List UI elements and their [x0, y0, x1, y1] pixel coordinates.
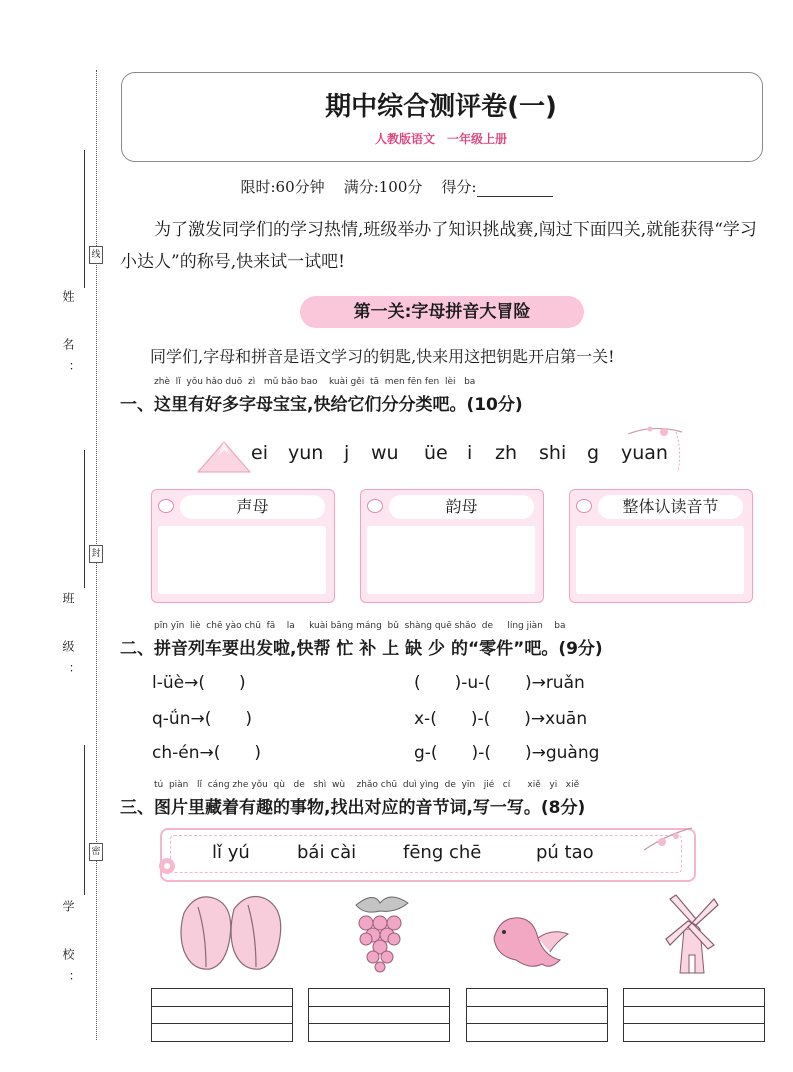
category-title: 声母 — [180, 495, 325, 519]
windmill-picture — [664, 893, 720, 975]
letter: üe — [424, 442, 448, 464]
answer-box[interactable] — [308, 988, 450, 1042]
carp-picture — [490, 908, 572, 974]
word: lǐ yú — [212, 842, 250, 863]
bunny-icon — [367, 499, 383, 513]
answer-box[interactable] — [623, 988, 765, 1042]
cabbage-picture — [176, 893, 288, 973]
category-title: 整体认读音节 — [598, 495, 743, 519]
grape-picture — [346, 893, 412, 973]
exam-info — [0, 176, 793, 197]
q2-item[interactable]: ( )-u-( )→ruǎn — [414, 673, 585, 693]
q1-text: 一、这里有好多字母宝宝,快给它们分分类吧。(10分) — [120, 395, 523, 415]
letter: g — [587, 442, 600, 464]
category-title: 韵母 — [389, 495, 534, 519]
letter: ei — [251, 442, 268, 464]
name-blank[interactable] — [84, 150, 85, 288]
q2-text: 二、拼音列车要出发啦,快帮 忙 补 上 缺 少 的“零件”吧。(9分) — [120, 639, 603, 659]
class-label: 班 级： — [61, 592, 75, 688]
class-blank[interactable] — [84, 450, 85, 588]
letter: yun — [288, 442, 324, 464]
q1-pinyin: zhè lǐ yǒu hǎo duō zì mǔ bǎo bao kuài gěi tā men fēn fen lèi ba — [154, 377, 476, 387]
level1-banner: 第一关:字母拼音大冒险 — [300, 296, 584, 328]
bunny-icon — [576, 499, 592, 513]
margin-tag-line: 线 — [89, 246, 103, 264]
category-box-initials — [151, 489, 335, 603]
time-limit: 限时:60分钟 — [240, 178, 325, 196]
q2-item[interactable]: l-üè→( ) — [152, 673, 246, 693]
branch-icon — [642, 824, 694, 854]
score-blank[interactable] — [477, 182, 553, 197]
letter: j — [344, 442, 350, 464]
q2-item[interactable]: ch-én→( ) — [152, 743, 261, 763]
category-box-finals — [360, 489, 544, 603]
letter: wu — [371, 442, 399, 464]
category-box-whole-syllables — [569, 489, 753, 603]
full-score: 满分:100分 — [343, 178, 423, 196]
page-title: 期中综合测评卷(一) — [325, 92, 557, 122]
q2-pinyin: pīn yīn liè chē yào chū fā la kuài bāng máng bǔ shàng quē shǎo de líng jiàn ba — [154, 621, 566, 631]
word: pú tao — [536, 842, 594, 863]
school-label: 学 校： — [61, 900, 75, 996]
answer-area[interactable] — [158, 526, 326, 594]
answer-box[interactable] — [151, 988, 293, 1042]
intro-paragraph: 为了激发同学们的学习热情,班级举办了知识挑战赛,闯过下面四关,就能获得“学习小达人”的称号,快来试一试吧! — [120, 220, 757, 272]
q2-item[interactable]: g-( )-( )→guàng — [414, 743, 600, 763]
page-subtitle: 人教版语文 一年级上册 — [374, 132, 507, 146]
score-label: 得分: — [441, 178, 477, 196]
answer-area[interactable] — [367, 526, 535, 594]
q2-item[interactable]: q-ǘn→( ) — [152, 709, 252, 729]
letter: yuan — [621, 442, 668, 464]
q3-pinyin: tú piàn lǐ cáng zhe yǒu qù de shì wù zhǎo chū duì yìng de yīn jié cí xiě yi xiě — [154, 780, 580, 790]
letter: shi — [539, 442, 567, 464]
level1-lead: 同学们,字母和拼音是语文学习的钥匙,快来用这把钥匙开启第一关! — [150, 347, 615, 366]
answer-box[interactable] — [466, 988, 608, 1042]
letter: i — [467, 442, 473, 464]
school-blank[interactable] — [84, 745, 85, 895]
mountain-icon — [196, 438, 252, 474]
name-label: 姓 名： — [61, 290, 75, 386]
blossom-branch-icon — [624, 420, 686, 476]
letter: zh — [495, 442, 518, 464]
margin-tag-secret: 密 — [89, 843, 103, 861]
flower-icon — [152, 852, 182, 880]
q2-item[interactable]: x-( )-( )→xuān — [414, 709, 588, 729]
word: bái cài — [297, 842, 357, 863]
word: fēng chē — [403, 842, 482, 863]
margin-tag-seal: 封 — [89, 545, 103, 563]
q3-text: 三、图片里藏着有趣的事物,找出对应的音节词,写一写。(8分) — [120, 798, 586, 818]
answer-area[interactable] — [576, 526, 744, 594]
bunny-icon — [158, 499, 174, 513]
